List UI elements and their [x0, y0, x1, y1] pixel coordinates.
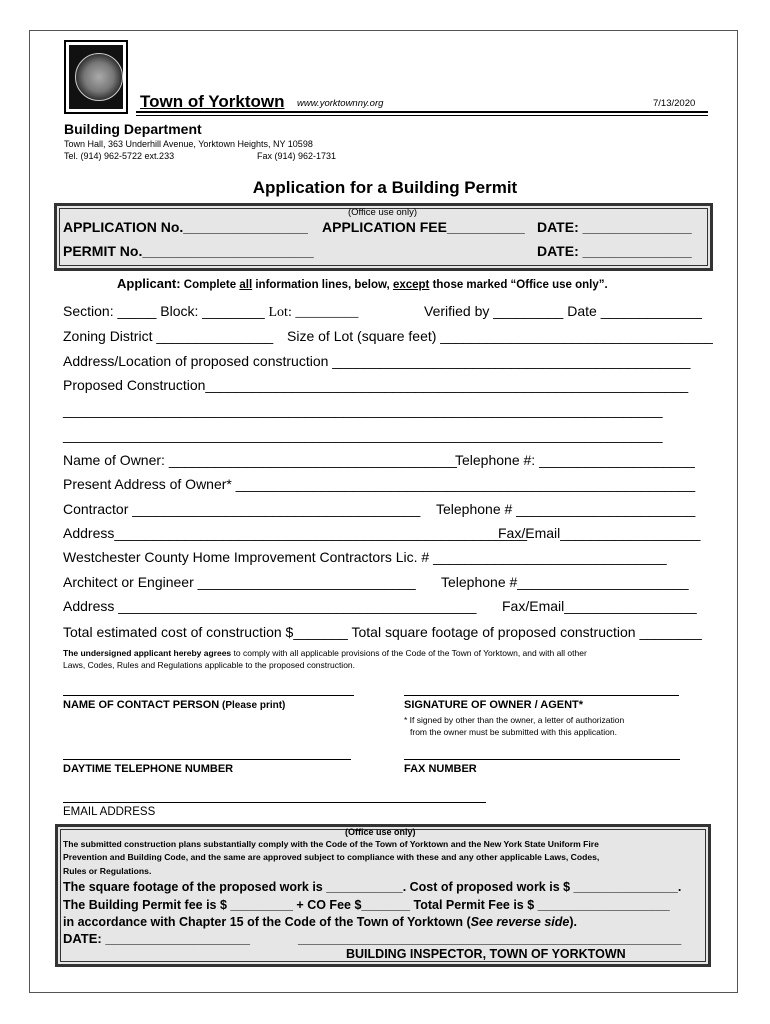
- section-block-label: Section: _____ Block: ________: [63, 303, 269, 319]
- department-address: Town Hall, 363 Underhill Avenue, Yorktown Heights, NY 10598: [64, 139, 313, 149]
- approval-date-field[interactable]: DATE: ____________________: [63, 931, 250, 946]
- agreement-rest: to comply with all applicable provisions of the Code of the Town of Yorktown, and with all other: [231, 648, 587, 658]
- email-line[interactable]: [63, 802, 486, 803]
- fax-number-line[interactable]: [404, 759, 680, 760]
- daytime-phone-label: DAYTIME TELEPHONE NUMBER: [63, 763, 234, 775]
- contact-person-line[interactable]: [63, 695, 354, 696]
- contractor-telephone-field[interactable]: Telephone # _______________________: [436, 501, 696, 517]
- architect-address-field[interactable]: Address ______________________________________________: [63, 598, 477, 614]
- approval-line-2: Prevention and Building Code, and the same are approved subject to compliance with these and any other applicable Laws, Codes,: [63, 852, 600, 862]
- contractor-address-field[interactable]: Address_____________________________________________________: [63, 525, 528, 541]
- contact-person-label: [63, 699, 285, 711]
- owner-address-field[interactable]: Present Address of Owner* ___________________________________________________________: [63, 476, 696, 492]
- department-fax: Fax (914) 962-1731: [257, 151, 337, 161]
- department-tel: Tel. (914) 962-5722 ext.233: [64, 151, 175, 161]
- reverse-side-note: See reverse side: [470, 915, 570, 929]
- permit-number-field[interactable]: PERMIT No.______________________: [63, 243, 314, 259]
- agreement-line-2: Laws, Codes, Rules and Regulations applicable to the proposed construction.: [63, 660, 356, 670]
- header-rule: [136, 111, 708, 113]
- instructions: [117, 276, 608, 291]
- owner-signature-line[interactable]: [404, 695, 679, 696]
- verified-by-field[interactable]: Verified by _________ Date _____________: [424, 303, 702, 319]
- instructions-except: except: [392, 279, 430, 291]
- header-date: 7/13/2020: [653, 98, 696, 109]
- section-block-field[interactable]: [63, 303, 358, 321]
- approval-office-note: (Office use only): [345, 827, 416, 837]
- permit-date-field[interactable]: DATE: ______________: [537, 243, 692, 259]
- chapter-text: in accordance with Chapter 15 of the Code of the Town of Yorktown (: [63, 915, 471, 929]
- proposed-construction-line-2[interactable]: _____________________________________________________________________________: [63, 402, 663, 418]
- town-seal-icon: [64, 40, 128, 114]
- approval-line-1: The submitted construction plans substantially comply with the Code of the Town of Yorktown and the New York State Uniform Fire: [63, 839, 599, 849]
- inspector-signature-line[interactable]: _____________________________________________________: [298, 931, 682, 946]
- permit-fee-field[interactable]: The Building Permit fee is $ _________ + CO Fee $_______ Total Permit Fee is $ ___________________: [63, 898, 670, 912]
- total-cost-field[interactable]: Total estimated cost of construction $_______ Total square footage of proposed construction ________: [63, 624, 702, 640]
- owner-name-field[interactable]: Name of Owner: _____________________________________: [63, 452, 457, 468]
- department-name: Building Department: [64, 121, 202, 137]
- approval-line-3: Rules or Regulations.: [63, 866, 152, 876]
- instructions-part1: Complete: [180, 279, 240, 291]
- contractor-fax-email-field[interactable]: Fax/Email__________________: [498, 525, 701, 541]
- website-link[interactable]: www.yorktownny.org: [297, 98, 384, 109]
- header-rule-thin: [136, 115, 708, 116]
- fax-number-label: FAX NUMBER: [404, 763, 477, 775]
- chapter-end: ).: [569, 915, 578, 929]
- lot-field[interactable]: Lot: _________: [268, 305, 359, 320]
- address-location-field[interactable]: Address/Location of proposed construction ______________________________________________: [63, 353, 691, 369]
- instructions-all: all: [239, 279, 253, 291]
- owner-signature-note-2: from the owner must be submitted with this application.: [410, 727, 617, 737]
- chapter-reference: [63, 915, 577, 929]
- square-footage-field[interactable]: The square footage of the proposed work is ___________. Cost of proposed work is $ _______________.: [63, 880, 682, 894]
- application-number-field[interactable]: APPLICATION No.________________: [63, 219, 308, 235]
- owner-telephone-field[interactable]: Telephone #: ____________________: [455, 452, 695, 468]
- email-label: EMAIL ADDRESS: [63, 806, 156, 818]
- architect-fax-email-field[interactable]: Fax/Email_________________: [502, 598, 697, 614]
- contact-label-text: NAME OF CONTACT PERSON: [63, 699, 220, 711]
- contractor-license-field[interactable]: Westchester County Home Improvement Contractors Lic. # ______________________________: [63, 549, 667, 565]
- daytime-phone-line[interactable]: [63, 759, 351, 760]
- application-date-field[interactable]: DATE: ______________: [537, 219, 692, 235]
- agreement-line-1: [63, 648, 587, 658]
- contact-label-note: (Please print): [219, 700, 286, 711]
- zoning-district-field[interactable]: Zoning District _______________: [63, 328, 274, 344]
- contractor-field[interactable]: Contractor _____________________________________: [63, 501, 421, 517]
- lot-size-field[interactable]: Size of Lot (square feet) ___________________________________: [287, 328, 713, 344]
- application-fee-field[interactable]: APPLICATION FEE__________: [322, 219, 525, 235]
- architect-field[interactable]: Architect or Engineer ____________________________: [63, 574, 416, 590]
- page-title: Application for a Building Permit: [252, 178, 518, 197]
- agreement-bold: The undersigned applicant hereby agrees: [63, 648, 232, 658]
- proposed-construction-field[interactable]: Proposed Construction______________________________________________________________: [63, 377, 689, 393]
- instructions-part3: those marked “Office use only”.: [429, 279, 608, 291]
- inspector-label: BUILDING INSPECTOR, TOWN OF YORKTOWN: [346, 947, 626, 961]
- owner-signature-label: SIGNATURE OF OWNER / AGENT*: [404, 699, 584, 711]
- town-name: Town of Yorktown: [140, 92, 285, 111]
- instructions-lead: Applicant:: [117, 276, 181, 291]
- owner-signature-note-1: * If signed by other than the owner, a letter of authorization: [404, 715, 625, 725]
- architect-telephone-field[interactable]: Telephone #______________________: [441, 574, 689, 590]
- proposed-construction-line-3[interactable]: _____________________________________________________________________________: [63, 427, 663, 443]
- instructions-part2: information lines, below,: [252, 279, 393, 291]
- office-use-note: (Office use only): [348, 207, 417, 218]
